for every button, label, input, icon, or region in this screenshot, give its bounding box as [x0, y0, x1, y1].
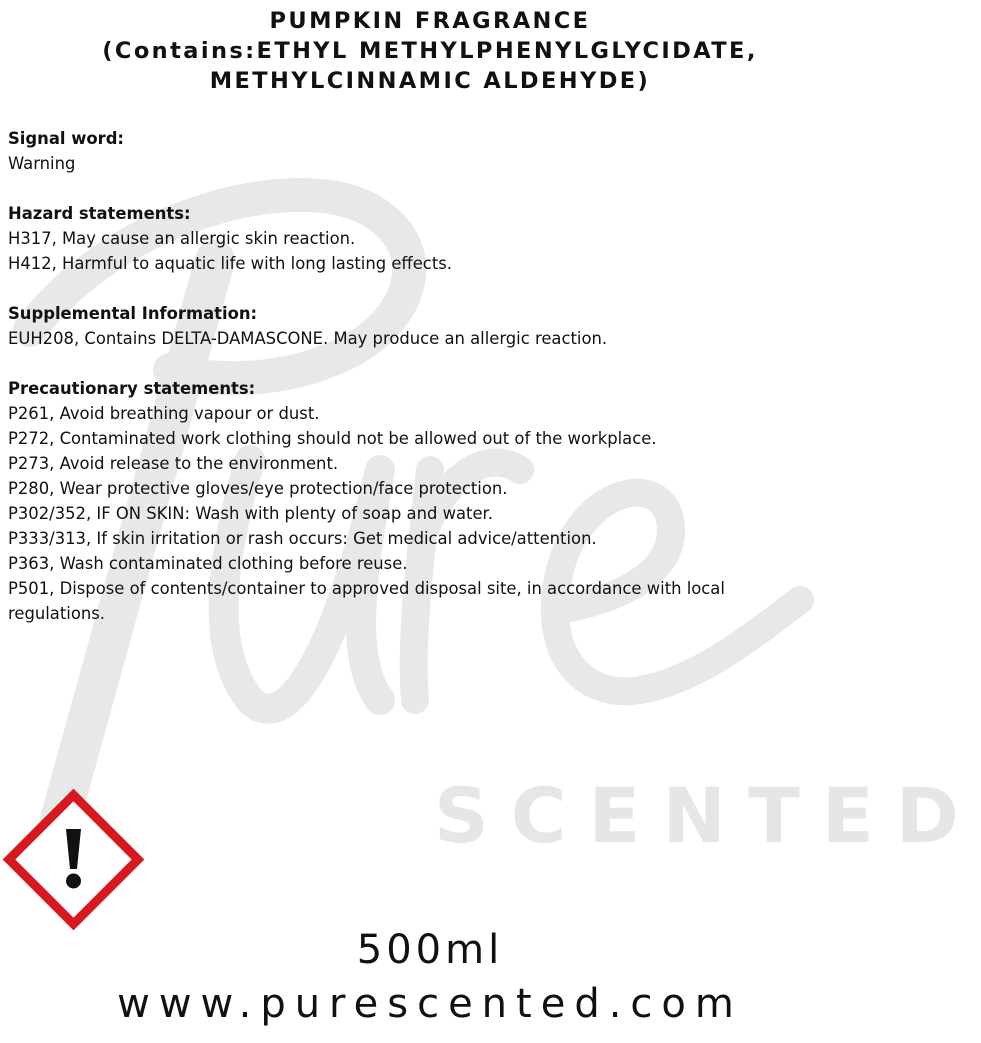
title-line-3: METHYLCINNAMIC ALDEHYDE) [209, 68, 651, 94]
product-volume: 500ml [356, 927, 504, 973]
precautionary-statement: P333/313, If skin irritation or rash occurs: Get medical advice/attention. [8, 529, 597, 548]
hazard-statement: H317, May cause an allergic skin reaction. [8, 229, 356, 248]
precautionary-statements-section [8, 376, 848, 626]
website-url: www.purescented.com [117, 981, 743, 1027]
precautionary-statement: P302/352, IF ON SKIN: Wash with plenty of soap and water. [8, 504, 493, 523]
signal-word-value: Warning [8, 154, 76, 173]
precautionary-statement: P272, Contaminated work clothing should not be allowed out of the workplace. [8, 429, 657, 448]
title-line-1: PUMPKIN FRAGRANCE [269, 8, 591, 34]
precautionary-statements-heading: Precautionary statements: [8, 379, 256, 398]
title-line-2: (Contains:ETHYL METHYLPHENYLGLYCIDATE, [102, 38, 758, 64]
precautionary-statement: P363, Wash contaminated clothing before reuse. [8, 554, 408, 573]
supplemental-statement: EUH208, Contains DELTA-DAMASCONE. May produce an allergic reaction. [8, 329, 608, 348]
watermark-scented-text: SCENTED [434, 771, 981, 860]
hazard-statements-section [8, 201, 848, 276]
label-content [8, 126, 848, 651]
signal-word-section [8, 126, 848, 176]
signal-word-heading: Signal word: [8, 129, 124, 148]
hazard-statement: H412, Harmful to aquatic life with long lasting effects. [8, 254, 452, 273]
precautionary-statement: P280, Wear protective gloves/eye protection/face protection. [8, 479, 508, 498]
precautionary-statement: P273, Avoid release to the environment. [8, 454, 339, 473]
precautionary-statement: P501, Dispose of contents/container to approved disposal site, in accordance with local regulations. [8, 579, 725, 623]
precautionary-statement: P261, Avoid breathing vapour or dust. [8, 404, 320, 423]
supplemental-information-heading: Supplemental Information: [8, 304, 258, 323]
hazard-statements-heading: Hazard statements: [8, 204, 191, 223]
ghs-hazard-pictogram [5, 791, 142, 928]
product-title [0, 6, 860, 96]
exclamation-mark-icon [5, 791, 142, 928]
supplemental-information-section [8, 301, 848, 351]
